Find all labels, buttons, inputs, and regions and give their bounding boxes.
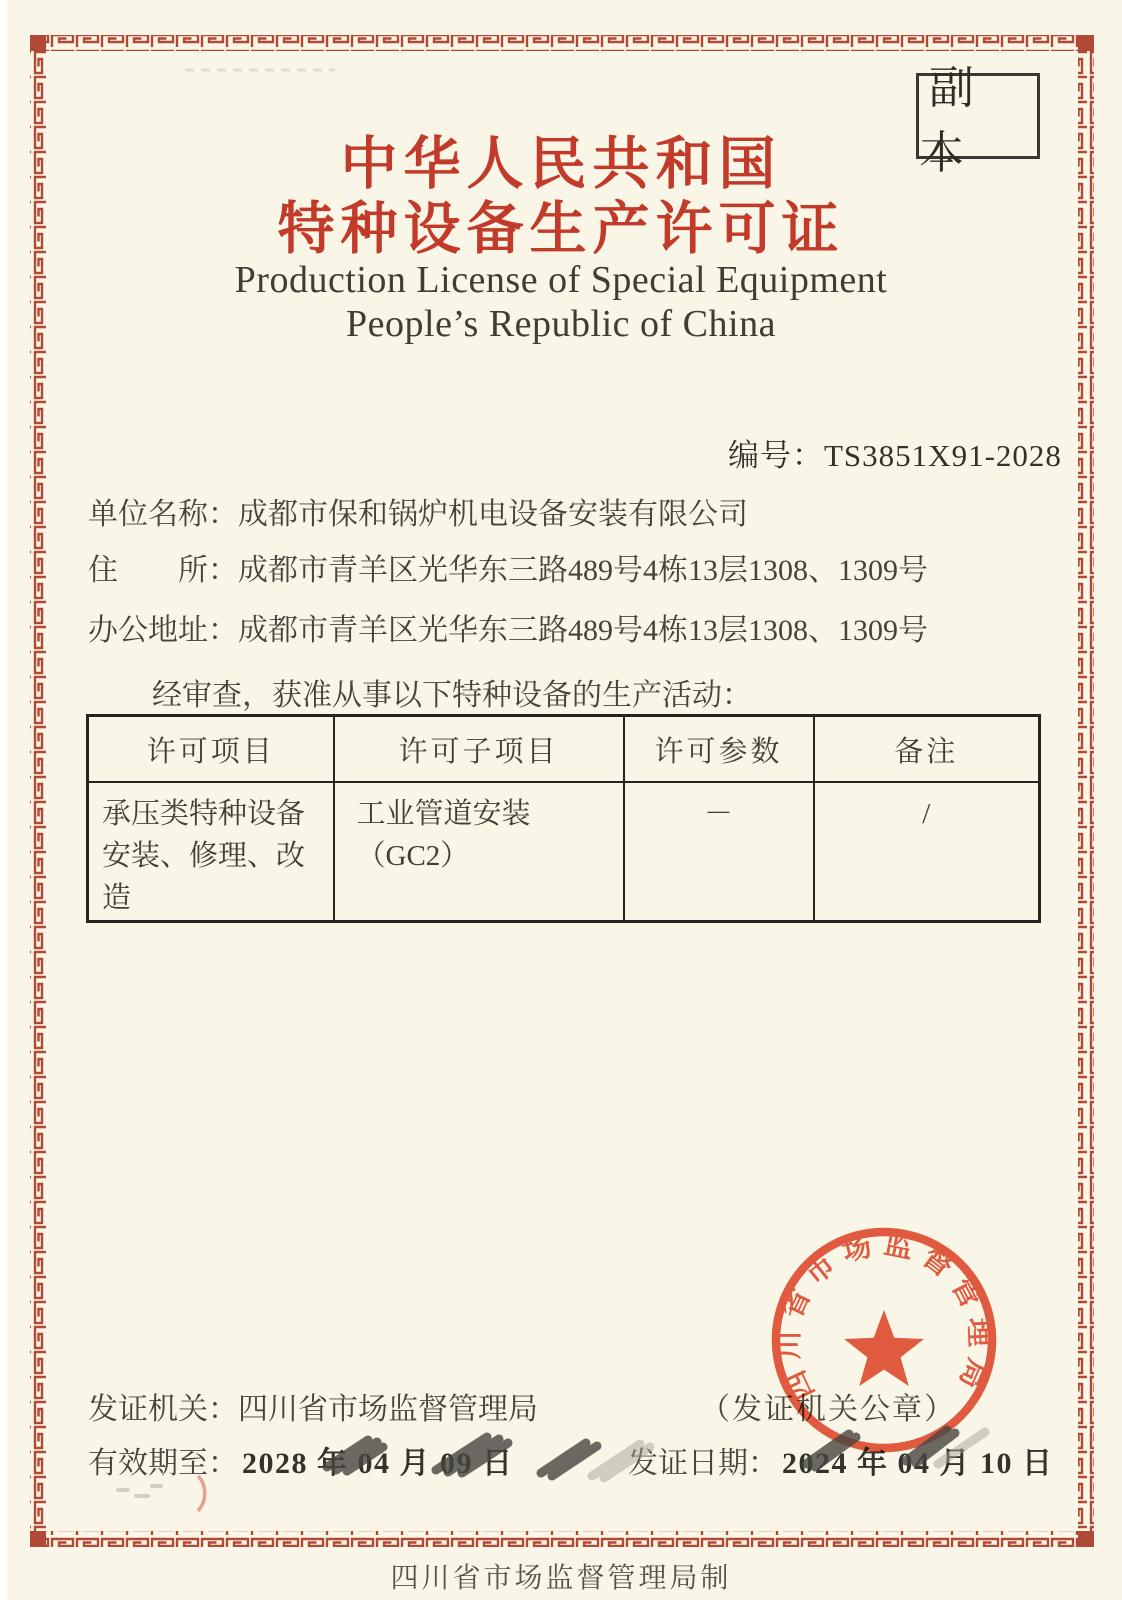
issuing-authority-value: 四川省市场监督管理局 — [238, 1393, 538, 1426]
valid-until-value: 2028 年 04 月 09 日 — [242, 1447, 514, 1480]
cell-permit-subitem: 工业管道安装（GC2） — [334, 782, 624, 922]
table-row — [88, 782, 1040, 922]
header-permit-subitem: 许可子项目 — [334, 716, 624, 783]
title-cn-line1: 中华人民共和国 — [340, 132, 782, 196]
title-cn-line2: 特种设备生产许可证 — [277, 197, 845, 261]
field-residence — [88, 551, 928, 591]
cell-permit-parameter: － — [624, 782, 814, 922]
field-office-address — [88, 611, 928, 651]
residence-label: 住 所： — [88, 554, 238, 587]
table-header-row — [88, 716, 1040, 783]
title-en-line1: Production License of Special Equipment — [234, 259, 888, 301]
licensed-activities-table — [86, 714, 1041, 923]
copy-badge-label: 副本 — [919, 63, 985, 178]
stamp-star-icon — [844, 1310, 924, 1386]
office-address-label: 办公地址： — [88, 614, 238, 647]
license-number — [728, 430, 1062, 475]
license-number-value: TS3851X91-2028 — [824, 438, 1062, 473]
office-address-value: 成都市青羊区光华东三路489号4栋13层1308、1309号 — [238, 614, 928, 647]
issue-date-value: 2024 年 04 月 10 日 — [782, 1447, 1054, 1480]
issuing-authority-label: 发证机关： — [88, 1393, 238, 1426]
header-permit-item: 许可项目 — [88, 716, 334, 783]
valid-until — [88, 1438, 514, 1482]
cell-permit-item: 承压类特种设备安装、修理、改造 — [88, 782, 334, 922]
issuing-authority — [88, 1384, 538, 1428]
valid-until-label: 有效期至： — [88, 1447, 238, 1480]
company-value: 成都市保和锅炉机电设备安装有限公司 — [238, 498, 748, 531]
footer-note: 四川省市场监督管理局制 — [390, 1563, 732, 1594]
issue-date — [628, 1438, 1054, 1482]
issue-date-label: 发证日期： — [628, 1447, 778, 1480]
company-label: 单位名称： — [88, 498, 238, 531]
svg-text:四川省市场监督管理局 — [773, 1227, 996, 1405]
header-remarks: 备注 — [814, 716, 1040, 783]
header-permit-parameter: 许可参数 — [624, 716, 814, 783]
seal-note: （发证机关公章） — [700, 1393, 956, 1426]
approval-note: 经审查，获准从事以下特种设备的生产活动： — [152, 679, 752, 712]
residence-value: 成都市青羊区光华东三路489号4栋13层1308、1309号 — [238, 554, 928, 587]
stamp-text: 四川省市场监督管理局 — [772, 1228, 996, 1406]
field-company — [88, 495, 748, 535]
license-number-label: 编号： — [728, 438, 824, 473]
title-en-line2: People’s Republic of China — [346, 303, 776, 345]
cell-remarks: / — [814, 782, 1040, 922]
